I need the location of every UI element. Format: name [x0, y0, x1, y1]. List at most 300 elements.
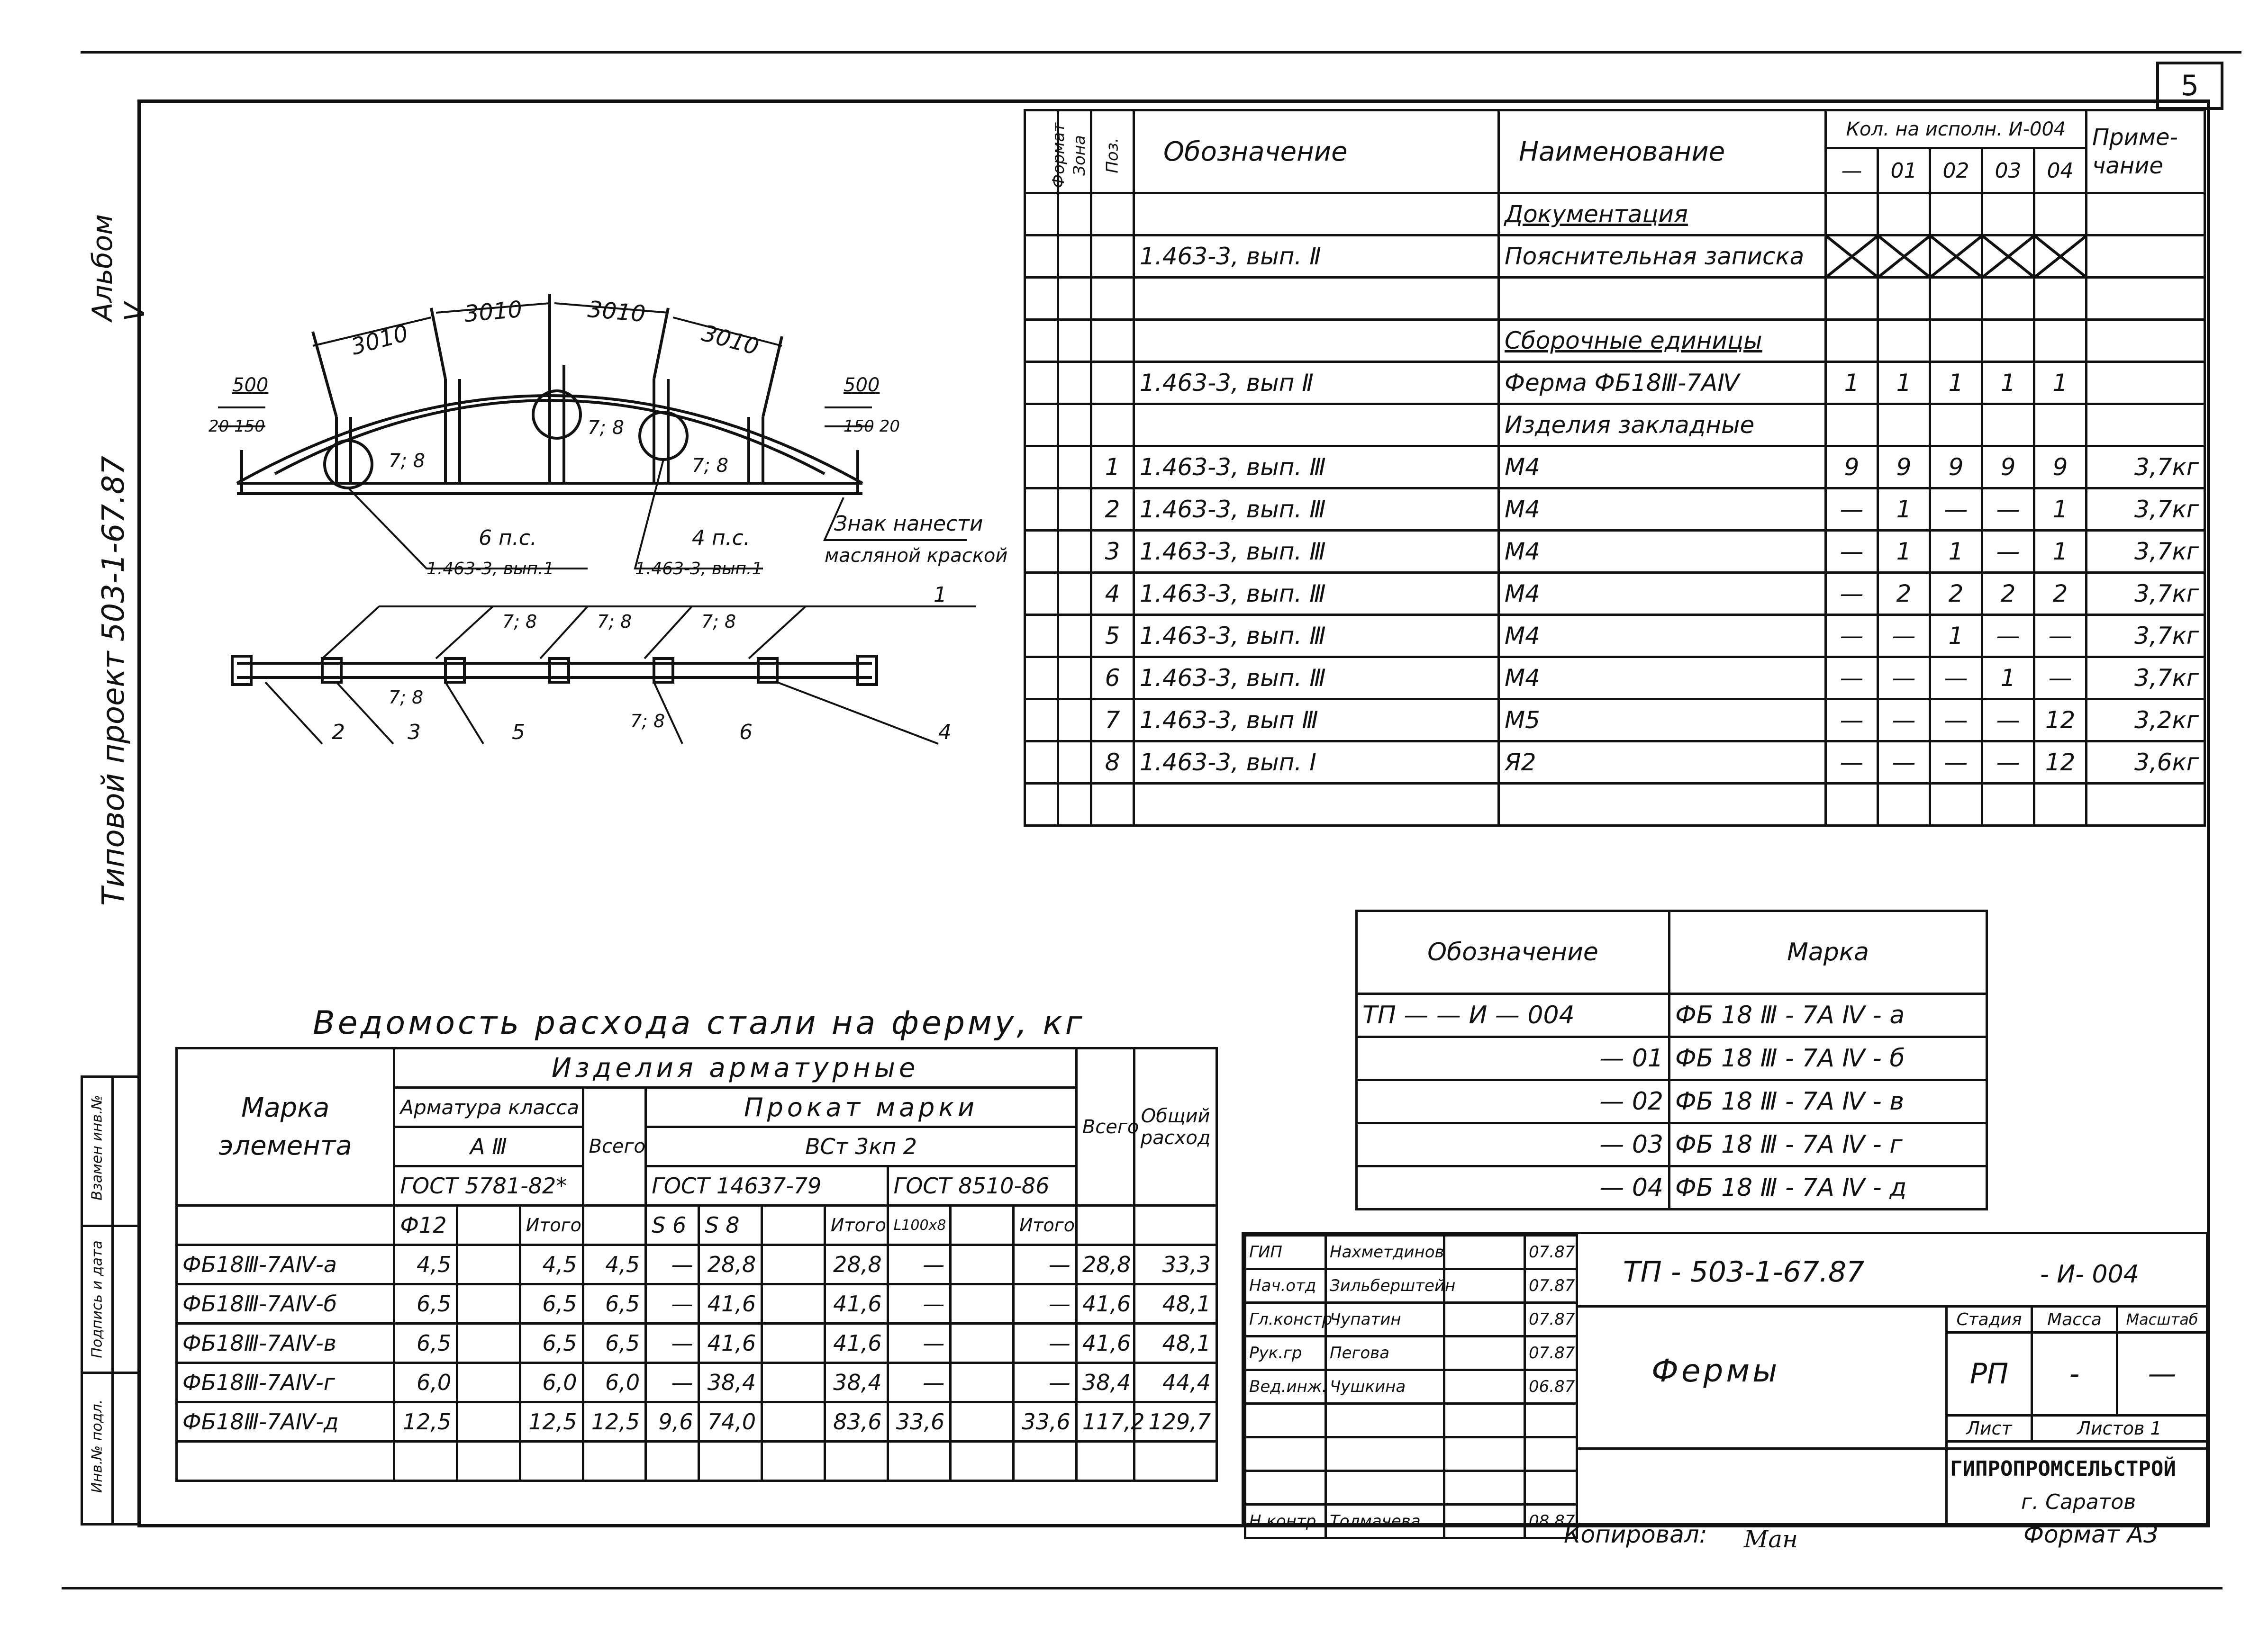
steel-h-blank4 — [762, 1206, 825, 1245]
steel-row — [177, 1442, 1217, 1481]
steel-value — [457, 1442, 520, 1481]
left-strip — [81, 1075, 140, 1526]
spec-qty: 1 — [1878, 362, 1930, 404]
spec-qty: — — [2034, 615, 2087, 657]
h-qty-2: 02 — [1930, 148, 1982, 193]
steel-value — [1134, 1442, 1217, 1481]
steel-value: 33,6 — [1014, 1402, 1077, 1442]
spec-qty: — — [1982, 488, 2034, 531]
steel-value: 12,5 — [520, 1402, 583, 1442]
spec-blank — [1025, 446, 1058, 488]
spec-qty — [1878, 404, 1930, 446]
spec-name: Я2 — [1499, 741, 1826, 784]
mass-h: Масса — [2032, 1307, 2117, 1333]
title-person-row — [1245, 1236, 1577, 1269]
spec-blank — [1058, 235, 1091, 278]
spec-des: 1.463-3, вып. Ⅱ — [1134, 235, 1499, 278]
steel-value: — — [888, 1324, 951, 1363]
mark-des: — 04 — [1357, 1166, 1669, 1210]
signature-cell — [1444, 1505, 1525, 1538]
spec-row — [1025, 404, 2205, 446]
spec-row — [1025, 488, 2205, 531]
steel-row — [177, 1245, 1217, 1284]
person: Нахметдинов — [1326, 1236, 1444, 1269]
bottom-line — [62, 1587, 2223, 1589]
role: ГИП — [1245, 1236, 1326, 1269]
spec-qty — [1826, 193, 1878, 235]
title-people — [1244, 1234, 1578, 1539]
person: Чушкина — [1326, 1370, 1444, 1404]
dim-3010-4: 3010 — [699, 320, 762, 361]
steel-value — [951, 1324, 1014, 1363]
spec-pos — [1091, 362, 1134, 404]
steel-table — [175, 1047, 1218, 1482]
mass-v: - — [2032, 1333, 2117, 1416]
mark-des: — 02 — [1357, 1080, 1669, 1123]
steel-value: 41,6 — [825, 1284, 888, 1324]
steel-value: 4,5 — [583, 1245, 646, 1284]
steel-h-gost1: ГОСТ 14637-79 — [646, 1166, 888, 1206]
spec-name: М5 — [1499, 699, 1826, 741]
spec-des: 1.463-3, вып. Ⅲ — [1134, 573, 1499, 615]
spec-blank — [1025, 404, 1058, 446]
spec-qty: — — [1826, 741, 1878, 784]
callout-2: 2 — [332, 720, 345, 744]
spec-note: 3,7кг — [2087, 573, 2205, 615]
spec-blank — [1058, 573, 1091, 615]
spec-pos — [1091, 784, 1134, 826]
steel-h-overall: Общий расход — [1134, 1048, 1217, 1206]
spec-qty: 9 — [1826, 446, 1878, 488]
spec-name: Ферма ФБ18Ⅲ-7АⅣ — [1499, 362, 1826, 404]
dim-500-left: 500 — [232, 374, 269, 396]
title-person-row — [1245, 1303, 1577, 1336]
spec-pos: 3 — [1091, 531, 1134, 573]
node-circle-right — [640, 412, 687, 460]
spec-note: 3,7кг — [2087, 615, 2205, 657]
spec-blank — [1025, 615, 1058, 657]
spec-qty: 9 — [1930, 446, 1982, 488]
spec-blank — [1058, 657, 1091, 699]
steel-value: 6,0 — [520, 1363, 583, 1402]
spec-name — [1499, 278, 1826, 320]
node-circle-left — [325, 441, 372, 488]
spec-qty: 1 — [1930, 531, 1982, 573]
spec-blank — [1025, 193, 1058, 235]
callout-3: 3 — [408, 720, 421, 744]
title-person-row — [1245, 1505, 1577, 1538]
steel-value — [762, 1245, 825, 1284]
sheets-h: Листов 1 — [2032, 1416, 2207, 1442]
spec-note: 3,7кг — [2087, 446, 2205, 488]
node-label-3: 7; 8 — [692, 455, 729, 477]
spec-blank — [1058, 784, 1091, 826]
spec-blank — [1025, 699, 1058, 741]
spec-row — [1025, 615, 2205, 657]
steel-value — [951, 1402, 1014, 1442]
mark-des: ТП — — И — 004 — [1357, 994, 1669, 1037]
spec-qty: — — [1982, 699, 2034, 741]
steel-value — [1076, 1442, 1134, 1481]
steel-h-row5 — [177, 1206, 1217, 1245]
steel-value: — — [646, 1284, 699, 1324]
spec-qty — [1826, 404, 1878, 446]
role — [1245, 1471, 1326, 1505]
strip-label-sign: Подпись и дата — [89, 1240, 106, 1358]
steel-value: 9,6 — [646, 1402, 699, 1442]
steel-value: 12,5 — [583, 1402, 646, 1442]
scale-h: Масштаб — [2117, 1307, 2207, 1333]
spec-qty — [1826, 235, 1878, 278]
steel-row — [177, 1284, 1217, 1324]
date: 06.87 — [1525, 1370, 1577, 1404]
spec-blank — [1025, 235, 1058, 278]
steel-value: 83,6 — [825, 1402, 888, 1442]
steel-value — [762, 1363, 825, 1402]
title-person-row — [1245, 1404, 1577, 1437]
date — [1525, 1437, 1577, 1471]
spec-note — [2087, 193, 2205, 235]
spec-blank — [1025, 488, 1058, 531]
steel-value: — — [1014, 1284, 1077, 1324]
spec-qty — [1878, 320, 1930, 362]
spec-note — [2087, 278, 2205, 320]
spec-qty — [1982, 404, 2034, 446]
person: Чупатин — [1326, 1303, 1444, 1336]
steel-value: 6,5 — [583, 1284, 646, 1324]
spec-name: Изделия закладные — [1499, 404, 1826, 446]
steel-value — [457, 1324, 520, 1363]
spec-row — [1025, 657, 2205, 699]
steel-value — [457, 1284, 520, 1324]
steel-mark: ФБ18Ⅲ-7АⅣ-в — [177, 1324, 394, 1363]
spec-row — [1025, 741, 2205, 784]
org-name: ГИПРОПРОМСЕЛЬСТРОЙ — [1950, 1457, 2176, 1481]
spec-des — [1134, 320, 1499, 362]
steel-h-rolled-grade: ВСт 3кп 2 — [646, 1127, 1077, 1166]
spec-qty — [1826, 784, 1878, 826]
h-format: Формат — [1025, 110, 1058, 193]
spec-qty — [1930, 320, 1982, 362]
spec-pos — [1091, 278, 1134, 320]
project-label: Типовой проект 503-1-67.87 — [96, 455, 131, 906]
node-label-1: 7; 8 — [389, 450, 426, 472]
mark-row — [1357, 994, 1987, 1037]
spec-qty — [1878, 235, 1930, 278]
title-person-row — [1245, 1336, 1577, 1370]
spec-blank — [1058, 531, 1091, 573]
spec-qty — [2034, 193, 2087, 235]
date: 07.87 — [1525, 1236, 1577, 1269]
spec-name: Документация — [1499, 193, 1826, 235]
spec-name: М4 — [1499, 573, 1826, 615]
role — [1245, 1437, 1326, 1471]
spec-qty — [1982, 193, 2034, 235]
role: Нач.отд — [1245, 1269, 1326, 1303]
steel-row — [177, 1363, 1217, 1402]
steel-value — [457, 1402, 520, 1442]
steel-mark: ФБ18Ⅲ-7АⅣ-д — [177, 1402, 394, 1442]
spec-name: М4 — [1499, 446, 1826, 488]
dim-150-20: 150 20 — [844, 417, 900, 436]
steel-h-s6: S 6 — [646, 1206, 699, 1245]
spec-des: 1.463-3, вып. Ⅲ — [1134, 657, 1499, 699]
stage-h: Стадия — [1947, 1307, 2032, 1333]
spec-qty: — — [1930, 741, 1982, 784]
dim-3010-2: 3010 — [463, 296, 524, 328]
mark-h-mark: Марка — [1669, 911, 1987, 994]
steel-value: 6,5 — [394, 1284, 457, 1324]
spec-qty — [1878, 193, 1930, 235]
note-6pc: 6 п.с. — [479, 526, 537, 550]
spec-qty: 1 — [2034, 488, 2087, 531]
spec-qty — [1930, 404, 1982, 446]
role: Рук.гр — [1245, 1336, 1326, 1370]
strip-label-inv: Инв.№ подл. — [89, 1399, 106, 1493]
node-circle-center — [533, 391, 581, 438]
spec-des — [1134, 193, 1499, 235]
steel-mark: ФБ18Ⅲ-7АⅣ-а — [177, 1245, 394, 1284]
person: Зильберштейн — [1326, 1269, 1444, 1303]
title-person-row — [1245, 1370, 1577, 1404]
scale-v: — — [2117, 1333, 2207, 1416]
doc-code: ТП - 503-1-67.87 — [1623, 1255, 1865, 1289]
mark-value: ФБ 18 Ⅲ - 7А Ⅳ - б — [1669, 1037, 1987, 1080]
spec-pos — [1091, 193, 1134, 235]
spec-qty: 2 — [1982, 573, 2034, 615]
plan-label-2: 7; 8 — [597, 611, 632, 632]
spec-qty — [1878, 278, 1930, 320]
spec-name: Сборочные единицы — [1499, 320, 1826, 362]
steel-value: 41,6 — [699, 1284, 762, 1324]
steel-h-s8: S 8 — [699, 1206, 762, 1245]
steel-h-blank5 — [951, 1206, 1014, 1245]
steel-value: 4,5 — [520, 1245, 583, 1284]
h-zone: Зона — [1058, 110, 1091, 193]
note-6pc-ref: 1.463-3, вып.1 — [426, 559, 554, 578]
spec-qty — [1982, 320, 2034, 362]
spec-pos: 8 — [1091, 741, 1134, 784]
steel-h-rebar-gost: ГОСТ 5781-82* — [394, 1166, 583, 1206]
steel-value — [394, 1442, 457, 1481]
steel-value — [762, 1324, 825, 1363]
spec-note: 3,2кг — [2087, 699, 2205, 741]
spec-name: М4 — [1499, 531, 1826, 573]
spec-note — [2087, 784, 2205, 826]
spec-row — [1025, 784, 2205, 826]
spec-blank — [1025, 278, 1058, 320]
paint-note-2: масляной краской — [825, 545, 1008, 567]
spec-blank — [1058, 193, 1091, 235]
spec-qty — [1982, 235, 2034, 278]
date: 07.87 — [1525, 1303, 1577, 1336]
h-qty-0: — — [1826, 148, 1878, 193]
spec-blank — [1058, 699, 1091, 741]
mark-row — [1357, 1080, 1987, 1123]
dim-500-right: 500 — [844, 374, 880, 396]
spec-note — [2087, 404, 2205, 446]
steel-value: — — [1014, 1245, 1077, 1284]
spec-des: 1.463-3, вып. Ⅲ — [1134, 531, 1499, 573]
spec-des: 1.463-3, вып Ⅲ — [1134, 699, 1499, 741]
mark-row — [1357, 1166, 1987, 1210]
spec-qty — [1982, 278, 2034, 320]
spec-qty: — — [1826, 699, 1878, 741]
spec-blank — [1058, 488, 1091, 531]
spec-blank — [1058, 404, 1091, 446]
steel-value — [888, 1442, 951, 1481]
steel-h-gost2: ГОСТ 8510-86 — [888, 1166, 1076, 1206]
mark-h-des: Обозначение — [1357, 911, 1669, 994]
spec-des: 1.463-3, вып. Ⅲ — [1134, 615, 1499, 657]
steel-value: 6,5 — [394, 1324, 457, 1363]
person — [1326, 1437, 1444, 1471]
spec-qty — [1826, 278, 1878, 320]
object-name: Фермы — [1651, 1353, 1780, 1389]
spec-qty: — — [1878, 699, 1930, 741]
spec-row — [1025, 320, 2205, 362]
spec-note: 3,7кг — [2087, 657, 2205, 699]
stage-v: РП — [1947, 1333, 2032, 1416]
spec-qty — [1930, 784, 1982, 826]
steel-value: 44,4 — [1134, 1363, 1217, 1402]
spec-qty — [1930, 278, 1982, 320]
steel-mark: ФБ18Ⅲ-7АⅣ-г — [177, 1363, 394, 1402]
note-4pc-ref: 1.463-3, вып.1 — [635, 559, 763, 578]
steel-h-blank — [177, 1206, 394, 1245]
steel-value — [951, 1245, 1014, 1284]
mark-row — [1357, 1123, 1987, 1166]
steel-h-total: Всего — [583, 1088, 646, 1206]
title-person-row — [1245, 1269, 1577, 1303]
spec-row — [1025, 235, 2205, 278]
spec-des: 1.463-3, вып. Ⅰ — [1134, 741, 1499, 784]
steel-value: 12,5 — [394, 1402, 457, 1442]
spec-blank — [1058, 320, 1091, 362]
spec-qty: 1 — [2034, 362, 2087, 404]
title-person-row — [1245, 1437, 1577, 1471]
mark-value: ФБ 18 Ⅲ - 7А Ⅳ - в — [1669, 1080, 1987, 1123]
spec-note — [2087, 362, 2205, 404]
spec-des: 1.463-3, вып Ⅱ — [1134, 362, 1499, 404]
steel-h-itogo2: Итого — [825, 1206, 888, 1245]
spec-qty: — — [1982, 531, 2034, 573]
spec-qty: 2 — [2034, 573, 2087, 615]
spec-blank — [1058, 615, 1091, 657]
spec-header-row — [1025, 110, 2205, 148]
steel-value: 38,4 — [1076, 1363, 1134, 1402]
spec-qty: 1 — [1826, 362, 1878, 404]
spec-qty: 9 — [2034, 446, 2087, 488]
spec-qty: — — [1930, 488, 1982, 531]
role: Гл.констр — [1245, 1303, 1326, 1336]
spec-qty — [1826, 320, 1878, 362]
plan-label-1: 7; 8 — [502, 611, 537, 632]
h-name: Наименование — [1499, 110, 1826, 193]
steel-value: 41,6 — [1076, 1324, 1134, 1363]
spec-qty — [2034, 235, 2087, 278]
spec-qty: 12 — [2034, 699, 2087, 741]
steel-value: 28,8 — [825, 1245, 888, 1284]
spec-row — [1025, 573, 2205, 615]
date — [1525, 1471, 1577, 1505]
spec-qty: — — [1930, 657, 1982, 699]
spec-name: М4 — [1499, 488, 1826, 531]
spec-blank — [1058, 741, 1091, 784]
steel-value: 33,3 — [1134, 1245, 1217, 1284]
steel-h-rebar-class: А Ⅲ — [394, 1127, 583, 1166]
mark-value: ФБ 18 Ⅲ - 7А Ⅳ - г — [1669, 1123, 1987, 1166]
steel-value: — — [646, 1245, 699, 1284]
spec-row — [1025, 362, 2205, 404]
steel-h-mark: Марка элемента — [177, 1048, 394, 1206]
steel-value: 48,1 — [1134, 1284, 1217, 1324]
spec-qty: 1 — [1982, 657, 2034, 699]
specification-table — [1024, 109, 2206, 827]
spec-name: М4 — [1499, 657, 1826, 699]
paint-note-1: Знак нанести — [834, 512, 983, 536]
spec-pos: 5 — [1091, 615, 1134, 657]
steel-value: 6,5 — [520, 1324, 583, 1363]
steel-value: — — [1014, 1363, 1077, 1402]
spec-pos: 2 — [1091, 488, 1134, 531]
spec-qty: 9 — [1878, 446, 1930, 488]
spec-row — [1025, 193, 2205, 235]
steel-value — [951, 1442, 1014, 1481]
spec-note — [2087, 320, 2205, 362]
spec-row — [1025, 278, 2205, 320]
steel-value: 117,2 — [1076, 1402, 1134, 1442]
steel-value: 41,6 — [699, 1324, 762, 1363]
h-qty: Кол. на исполн. И-004 — [1826, 110, 2087, 148]
steel-value — [583, 1442, 646, 1481]
h-pos: Поз. — [1091, 110, 1134, 193]
steel-h-itogo3: Итого — [1014, 1206, 1077, 1245]
spec-qty: — — [1878, 615, 1930, 657]
mark-des: — 01 — [1357, 1037, 1669, 1080]
steel-h-itogo: Итого — [520, 1206, 583, 1245]
dim-3010-1: 3010 — [348, 320, 411, 361]
steel-value: 38,4 — [825, 1363, 888, 1402]
steel-value: 41,6 — [1076, 1284, 1134, 1324]
spec-pos — [1091, 235, 1134, 278]
spec-blank — [1025, 320, 1058, 362]
spec-qty — [1982, 784, 2034, 826]
steel-h-blank6 — [1076, 1206, 1134, 1245]
org-city: г. Саратов — [2021, 1490, 2136, 1514]
spec-qty: — — [1930, 699, 1982, 741]
steel-value — [457, 1363, 520, 1402]
spec-qty: 9 — [1982, 446, 2034, 488]
spec-pos — [1091, 320, 1134, 362]
steel-h-products: Изделия арматурные — [394, 1048, 1076, 1088]
copied-by-label: Копировал: — [1564, 1521, 1707, 1548]
doc-code-suffix: - И- 004 — [2040, 1260, 2139, 1289]
album-label: Альбом Ⅴ — [86, 214, 151, 321]
mark-value: ФБ 18 Ⅲ - 7А Ⅳ - д — [1669, 1166, 1987, 1210]
spec-blank — [1058, 446, 1091, 488]
spec-note: 3,6кг — [2087, 741, 2205, 784]
signature-cell — [1444, 1370, 1525, 1404]
signature-cell — [1444, 1437, 1525, 1471]
spec-blank — [1058, 278, 1091, 320]
spec-row — [1025, 531, 2205, 573]
signature-cell — [1444, 1303, 1525, 1336]
steel-h-row1 — [177, 1048, 1217, 1088]
stage-h-row — [1947, 1307, 2207, 1333]
steel-value: — — [888, 1284, 951, 1324]
spec-name: М4 — [1499, 615, 1826, 657]
